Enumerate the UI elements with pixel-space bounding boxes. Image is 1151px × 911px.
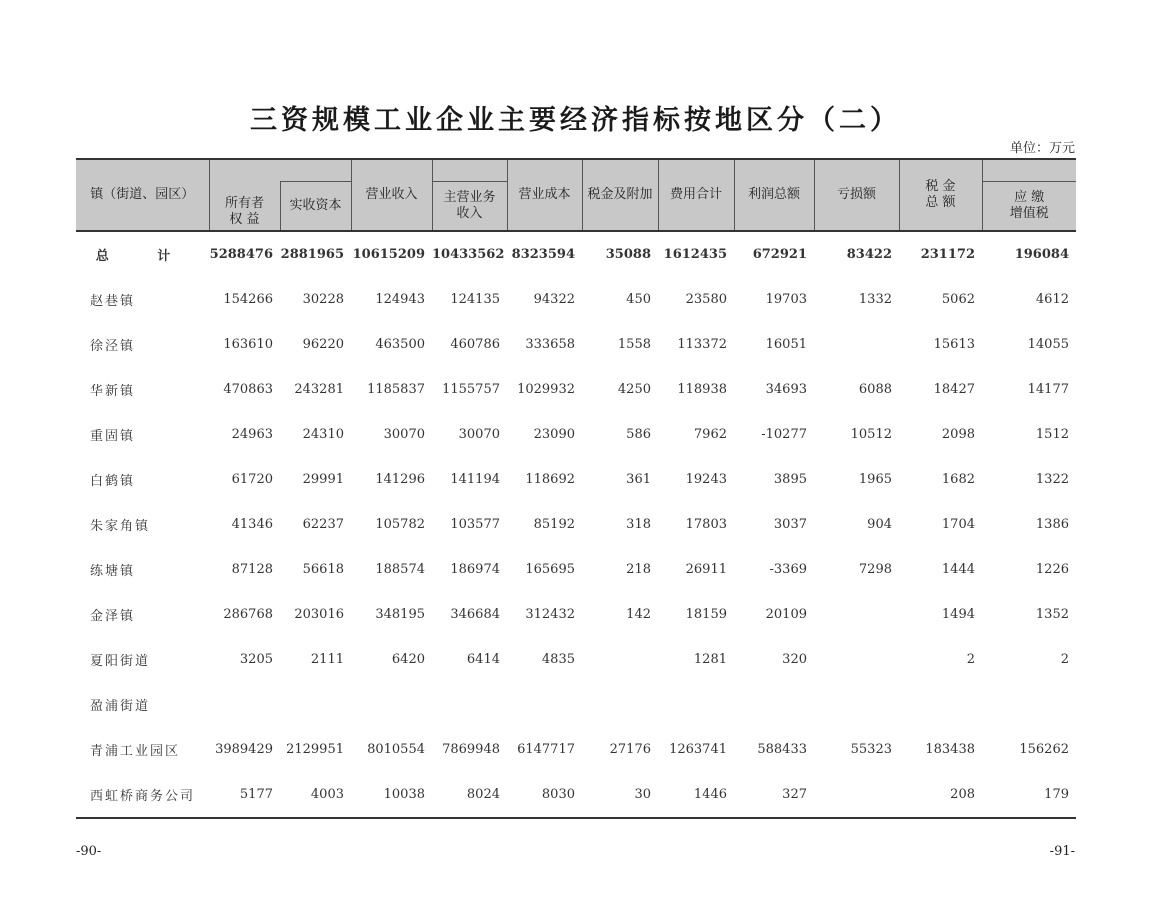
row-value-cell: 1281 xyxy=(693,652,727,667)
row-value-cell: 30070 xyxy=(458,427,500,442)
row-value-cell: 1263741 xyxy=(669,742,727,757)
row-value-cell: 1332 xyxy=(858,292,892,307)
row-value-cell: 55323 xyxy=(850,742,892,757)
header-total-profit: 利润总额 xyxy=(734,159,814,231)
row-value-cell: 318 xyxy=(626,517,651,532)
table-row xyxy=(76,322,1076,367)
row-value-cell: 1965 xyxy=(858,472,892,487)
row-value-cell: 27176 xyxy=(609,742,651,757)
row-value-cell: 29991 xyxy=(302,472,344,487)
row-value-cell: 62237 xyxy=(302,517,344,532)
header-owner-equity-label: 所有者 权 益 xyxy=(224,196,264,227)
table-row xyxy=(76,457,1076,502)
table-row xyxy=(76,772,1076,818)
row-value-cell: 208 xyxy=(950,787,975,802)
row-value-cell: 361 xyxy=(626,472,651,487)
row-value-cell: 2 xyxy=(1060,652,1069,667)
row-value-cell: 6420 xyxy=(391,652,425,667)
row-value-cell: 4612 xyxy=(1035,292,1069,307)
row-value-cell: 4835 xyxy=(541,652,575,667)
row-region-name: 重固镇 xyxy=(90,429,136,444)
row-value-cell: 85192 xyxy=(533,517,575,532)
page-number-right: -91- xyxy=(1049,844,1075,859)
row-value-cell: 179 xyxy=(1044,787,1069,802)
row-value-cell: 7298 xyxy=(858,562,892,577)
row-value-cell: 196084 xyxy=(1014,247,1069,262)
row-value-cell: 124135 xyxy=(450,292,500,307)
row-value-cell: 103577 xyxy=(450,517,500,532)
row-region-name: 总 计 xyxy=(95,249,193,264)
row-value-cell xyxy=(209,682,280,727)
row-region-name: 白鹤镇 xyxy=(90,474,136,489)
row-value-cell: 41346 xyxy=(231,517,273,532)
table-row xyxy=(76,367,1076,412)
row-value-cell: 7962 xyxy=(693,427,727,442)
row-value-cell: 34693 xyxy=(765,382,807,397)
row-value-cell: 2129951 xyxy=(286,742,344,757)
table-row xyxy=(76,727,1076,772)
header-expenses-total: 费用合计 xyxy=(658,159,734,231)
row-value-cell: 6414 xyxy=(466,652,500,667)
row-value-cell: 141194 xyxy=(450,472,500,487)
row-value-cell: 20109 xyxy=(765,607,807,622)
header-vat-spacer xyxy=(982,159,1076,182)
table-row xyxy=(76,502,1076,547)
row-value-cell: 10615209 xyxy=(352,247,425,262)
row-value-cell: 124943 xyxy=(375,292,425,307)
table-header xyxy=(76,159,1076,231)
row-value-cell xyxy=(814,322,899,367)
row-value-cell: 19703 xyxy=(765,292,807,307)
header-paid-in-capital: 实收资本 xyxy=(280,182,351,232)
economic-indicators-table xyxy=(76,158,1076,819)
row-value-cell: 2098 xyxy=(941,427,975,442)
row-value-cell: 30228 xyxy=(302,292,344,307)
row-value-cell xyxy=(432,682,507,727)
row-value-cell: 1446 xyxy=(693,787,727,802)
row-value-cell: 586 xyxy=(626,427,651,442)
row-value-cell: 346684 xyxy=(450,607,500,622)
table-row xyxy=(76,682,1076,727)
row-value-cell: 18427 xyxy=(933,382,975,397)
row-value-cell xyxy=(814,637,899,682)
row-value-cell: 8323594 xyxy=(511,247,575,262)
header-loss-amount: 亏损额 xyxy=(814,159,899,231)
row-value-cell: 113372 xyxy=(677,337,727,352)
row-value-cell: 348195 xyxy=(375,607,425,622)
row-region-name: 夏阳街道 xyxy=(90,654,151,669)
row-value-cell: 8010554 xyxy=(367,742,425,757)
row-value-cell: 16051 xyxy=(765,337,807,352)
row-value-cell: 460786 xyxy=(450,337,500,352)
header-taxes-surcharges: 税金及附加 xyxy=(582,159,658,231)
row-value-cell xyxy=(582,682,658,727)
page-title: 三资规模工业企业主要经济指标按地区分（二） xyxy=(250,105,901,136)
row-value-cell: 1352 xyxy=(1035,607,1069,622)
row-value-cell: 61720 xyxy=(231,472,273,487)
row-value-cell: 7869948 xyxy=(442,742,500,757)
header-vat-payable: 应 缴 增值税 xyxy=(982,182,1076,232)
row-value-cell: 30 xyxy=(634,787,651,802)
row-region-name: 金泽镇 xyxy=(90,609,136,624)
row-value-cell: 23090 xyxy=(533,427,575,442)
row-value-cell: 1704 xyxy=(941,517,975,532)
table-row-total xyxy=(76,231,1076,277)
row-value-cell xyxy=(507,682,582,727)
header-owner-equity xyxy=(209,159,280,231)
row-value-cell: 15613 xyxy=(933,337,975,352)
table-row xyxy=(76,637,1076,682)
table-row xyxy=(76,592,1076,637)
header-paid-in-spacer xyxy=(280,159,351,182)
row-value-cell: 10433562 xyxy=(432,247,505,262)
row-value-cell: 10512 xyxy=(850,427,892,442)
row-value-cell xyxy=(982,682,1076,727)
unit-label: 单位：万元 xyxy=(1009,141,1075,156)
table-row xyxy=(76,412,1076,457)
row-value-cell: 118938 xyxy=(677,382,727,397)
row-region-name: 徐泾镇 xyxy=(90,339,136,354)
row-value-cell: 24963 xyxy=(231,427,273,442)
row-value-cell: 904 xyxy=(867,517,892,532)
row-value-cell: 87128 xyxy=(231,562,273,577)
row-value-cell: 56618 xyxy=(302,562,344,577)
row-region-name: 西虹桥商务公司 xyxy=(90,789,196,804)
row-value-cell: 1322 xyxy=(1035,472,1069,487)
table-body xyxy=(76,231,1076,818)
row-value-cell xyxy=(814,772,899,818)
row-region-name: 赵巷镇 xyxy=(90,294,136,309)
row-value-cell: 5062 xyxy=(941,292,975,307)
row-value-cell: 8024 xyxy=(466,787,500,802)
row-value-cell: 1444 xyxy=(941,562,975,577)
row-value-cell xyxy=(899,682,982,727)
row-value-cell: 154266 xyxy=(223,292,273,307)
row-value-cell: 2111 xyxy=(310,652,344,667)
row-value-cell xyxy=(814,592,899,637)
row-region-name: 练塘镇 xyxy=(90,564,136,579)
row-value-cell: 2 xyxy=(966,652,975,667)
row-value-cell: 2881965 xyxy=(280,247,344,262)
row-value-cell: 243281 xyxy=(294,382,344,397)
row-value-cell: 3895 xyxy=(773,472,807,487)
row-region-name: 盈浦街道 xyxy=(90,699,151,714)
row-value-cell xyxy=(582,637,658,682)
table-row xyxy=(76,277,1076,322)
row-value-cell: 4003 xyxy=(310,787,344,802)
row-value-cell: 83422 xyxy=(846,247,892,262)
header-main-revenue-spacer xyxy=(432,159,507,182)
row-value-cell: 10038 xyxy=(383,787,425,802)
header-region: 镇（街道、园区） xyxy=(76,159,209,231)
row-value-cell: 218 xyxy=(626,562,651,577)
row-value-cell xyxy=(814,682,899,727)
header-operating-revenue: 营业收入 xyxy=(351,159,432,231)
row-value-cell: 142 xyxy=(626,607,651,622)
row-value-cell: 3205 xyxy=(239,652,273,667)
row-value-cell: 1185837 xyxy=(367,382,425,397)
row-value-cell: 26911 xyxy=(685,562,727,577)
row-value-cell: 1494 xyxy=(941,607,975,622)
row-value-cell: 1029932 xyxy=(517,382,575,397)
row-value-cell: 14055 xyxy=(1027,337,1069,352)
row-value-cell: 18159 xyxy=(685,607,727,622)
row-value-cell: 165695 xyxy=(525,562,575,577)
row-value-cell: 141296 xyxy=(375,472,425,487)
row-value-cell: 672921 xyxy=(752,247,807,262)
row-region-name: 朱家角镇 xyxy=(90,519,151,534)
row-value-cell: -3369 xyxy=(769,562,807,577)
row-region-name: 青浦工业园区 xyxy=(90,744,181,759)
data-table-wrapper xyxy=(76,158,1076,819)
row-value-cell: 96220 xyxy=(302,337,344,352)
page-number-left: -90- xyxy=(76,844,102,859)
row-value-cell: 4250 xyxy=(617,382,651,397)
row-value-cell: 23580 xyxy=(685,292,727,307)
row-value-cell: 163610 xyxy=(223,337,273,352)
row-value-cell: 35088 xyxy=(605,247,651,262)
row-value-cell: 1558 xyxy=(617,337,651,352)
row-value-cell: 470863 xyxy=(223,382,273,397)
row-value-cell xyxy=(734,682,814,727)
row-value-cell: 333658 xyxy=(525,337,575,352)
row-value-cell: 5177 xyxy=(239,787,273,802)
header-operating-cost: 营业成本 xyxy=(507,159,582,231)
row-value-cell: 1226 xyxy=(1035,562,1069,577)
row-value-cell: 8030 xyxy=(541,787,575,802)
row-value-cell: 231172 xyxy=(920,247,975,262)
row-value-cell: 19243 xyxy=(685,472,727,487)
row-value-cell: -10277 xyxy=(761,427,807,442)
row-value-cell: 3037 xyxy=(773,517,807,532)
row-value-cell: 588433 xyxy=(757,742,807,757)
row-value-cell: 6088 xyxy=(858,382,892,397)
header-main-business-revenue: 主营业务 收入 xyxy=(432,182,507,232)
row-value-cell: 6147717 xyxy=(517,742,575,757)
row-value-cell: 188574 xyxy=(375,562,425,577)
row-value-cell: 320 xyxy=(782,652,807,667)
row-value-cell: 94322 xyxy=(533,292,575,307)
row-value-cell: 183438 xyxy=(925,742,975,757)
row-value-cell xyxy=(351,682,432,727)
row-value-cell: 156262 xyxy=(1019,742,1069,757)
row-value-cell xyxy=(658,682,734,727)
row-value-cell: 1155757 xyxy=(442,382,500,397)
row-value-cell: 17803 xyxy=(685,517,727,532)
row-value-cell: 463500 xyxy=(375,337,425,352)
row-value-cell: 1682 xyxy=(941,472,975,487)
row-value-cell: 1612435 xyxy=(663,247,727,262)
row-value-cell: 312432 xyxy=(525,607,575,622)
row-value-cell xyxy=(280,682,351,727)
row-value-cell: 1386 xyxy=(1035,517,1069,532)
row-value-cell: 286768 xyxy=(223,607,273,622)
row-value-cell: 3989429 xyxy=(215,742,273,757)
header-total-tax: 税 金 总 额 xyxy=(899,159,982,231)
row-region-name: 华新镇 xyxy=(90,384,136,399)
row-value-cell: 450 xyxy=(626,292,651,307)
row-value-cell: 30070 xyxy=(383,427,425,442)
row-value-cell: 118692 xyxy=(525,472,575,487)
row-value-cell: 105782 xyxy=(375,517,425,532)
row-value-cell: 24310 xyxy=(302,427,344,442)
row-value-cell: 5288476 xyxy=(209,247,273,262)
row-value-cell: 203016 xyxy=(294,607,344,622)
table-row xyxy=(76,547,1076,592)
row-value-cell: 1512 xyxy=(1035,427,1069,442)
row-value-cell: 186974 xyxy=(450,562,500,577)
row-value-cell: 327 xyxy=(782,787,807,802)
row-value-cell: 14177 xyxy=(1027,382,1069,397)
